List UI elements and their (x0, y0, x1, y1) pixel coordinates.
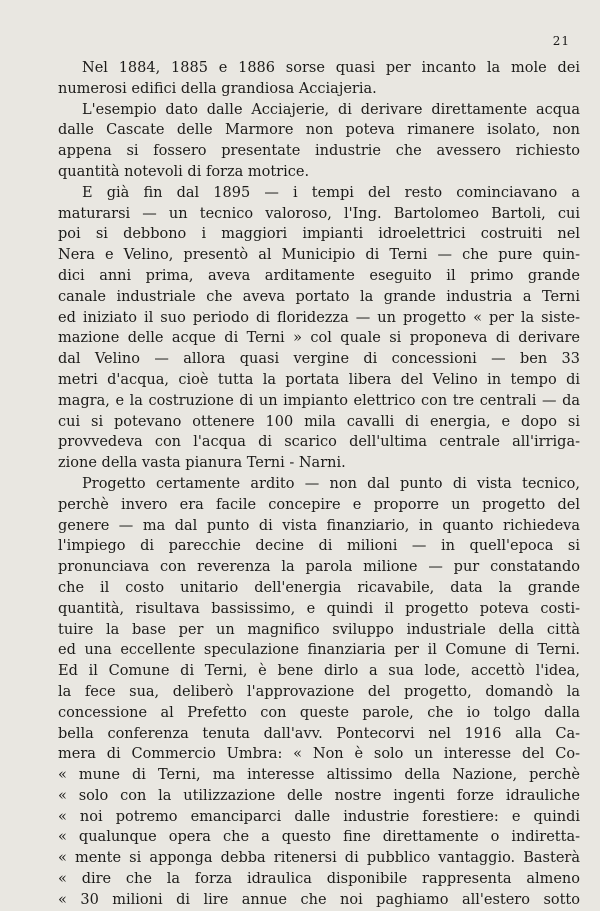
text-line: mera di Commercio Umbra: « Non è solo un interesse del Co- (58, 746, 580, 763)
text-line: canale industriale che aveva portato la grande industria a Terni (58, 288, 580, 305)
text-line: L'esempio dato dalle Acciajerie, di derivare direttamente acqua (82, 101, 580, 118)
text-line: Ed il Comune di Terni, è bene dirlo a sua lode, accettò l'idea, (58, 663, 580, 680)
text-line: numerosi edifici della grandiosa Acciajeria. (58, 80, 377, 97)
text-line: che il costo unitario dell'energia ricavabile, data la grande (58, 579, 580, 596)
text-line: perchè invero era facile concepire e proporre un progetto del (58, 496, 580, 513)
text-line: dalle Cascate delle Marmore non poteva rimanere isolato, non (58, 122, 580, 139)
text-line: « qualunque opera che a questo fine direttamente o indiretta- (58, 829, 580, 846)
text-line: « 30 milioni di lire annue che noi paghiamo all'estero sotto (58, 891, 580, 908)
text-line: bella conferenza tenuta dall'avv. Pontecorvi nel 1916 alla Ca- (58, 725, 580, 742)
body-text (58, 58, 580, 911)
page-number: 21 (552, 34, 570, 48)
text-line: la fece sua, deliberò l'approvazione del progetto, domandò la (58, 683, 580, 700)
text-line: Nel 1884, 1885 e 1886 sorse quasi per incanto la mole dei (82, 60, 580, 76)
text-line: genere — ma dal punto di vista finanziario, in quanto richiedeva (58, 517, 580, 534)
text-line: magra, e la costruzione di un impianto elettrico con tre centrali — da (58, 392, 580, 409)
text-line: quantità notevoli di forza motrice. (58, 163, 310, 180)
text-line: dici anni prima, aveva arditamente eseguito il primo grande (58, 267, 580, 284)
text-line: « solo con la utilizzazione delle nostre ingenti forze idrauliche (58, 787, 580, 804)
text-line: « mente si apponga debba ritenersi di pubblico vantaggio. Basterà (58, 850, 580, 867)
text-line: cui si potevano ottenere 100 mila cavalli di energia, e dopo si (58, 413, 580, 430)
text-line: quantità, risultava bassissimo, e quindi il progetto poteva costi- (58, 600, 580, 617)
text-line: maturarsi — un tecnico valoroso, l'Ing. Bartolomeo Bartoli, cui (58, 205, 580, 222)
text-line: tuire la base per un magnifico sviluppo industriale della città (58, 621, 580, 638)
text-line: Nera e Velino, presentò al Municipio di Terni — che pure quin- (58, 247, 580, 264)
text-line: appena si fossero presentate industrie che avessero richiesto (58, 143, 580, 160)
text-line: dal Velino — allora quasi vergine di concessioni — ben 33 (58, 351, 580, 368)
text-line: « mune di Terni, ma interesse altissimo della Nazione, perchè (58, 767, 580, 784)
text-line: Progetto certamente ardito — non dal punto di vista tecnico, (82, 475, 580, 492)
text-line: l'impiego di parecchie decine di milioni — in quell'epoca si (58, 538, 580, 555)
text-line: ed una eccellente speculazione finanziaria per il Comune di Terni. (58, 642, 580, 659)
text-line: concessione al Prefetto con queste parole, che io tolgo dalla (58, 704, 580, 721)
text-line: poi si debbono i maggiori impianti idroelettrici costruiti nel (58, 226, 580, 243)
text-line: pronunciava con reverenza la parola milione — pur constatando (58, 559, 580, 576)
text-line: metri d'acqua, cioè tutta la portata libera del Velino in tempo di (58, 371, 580, 388)
text-line: provvedeva con l'acqua di scarico dell'ultima centrale all'irriga- (58, 434, 580, 451)
text-line: « noi potremo emanciparci dalle industrie forestiere: e quindi (58, 808, 580, 825)
text-line: « dire che la forza idraulica disponibile rappresenta almeno (58, 871, 580, 888)
text-line: ed iniziato il suo periodo di floridezza — un progetto « per la siste- (58, 309, 580, 326)
text-line: mazione delle acque di Terni » col quale si proponeva di derivare (58, 330, 580, 347)
text-line: E già fin dal 1895 — i tempi del resto cominciavano a (82, 184, 580, 201)
text-line: zione della vasta pianura Terni - Narni. (58, 455, 346, 472)
